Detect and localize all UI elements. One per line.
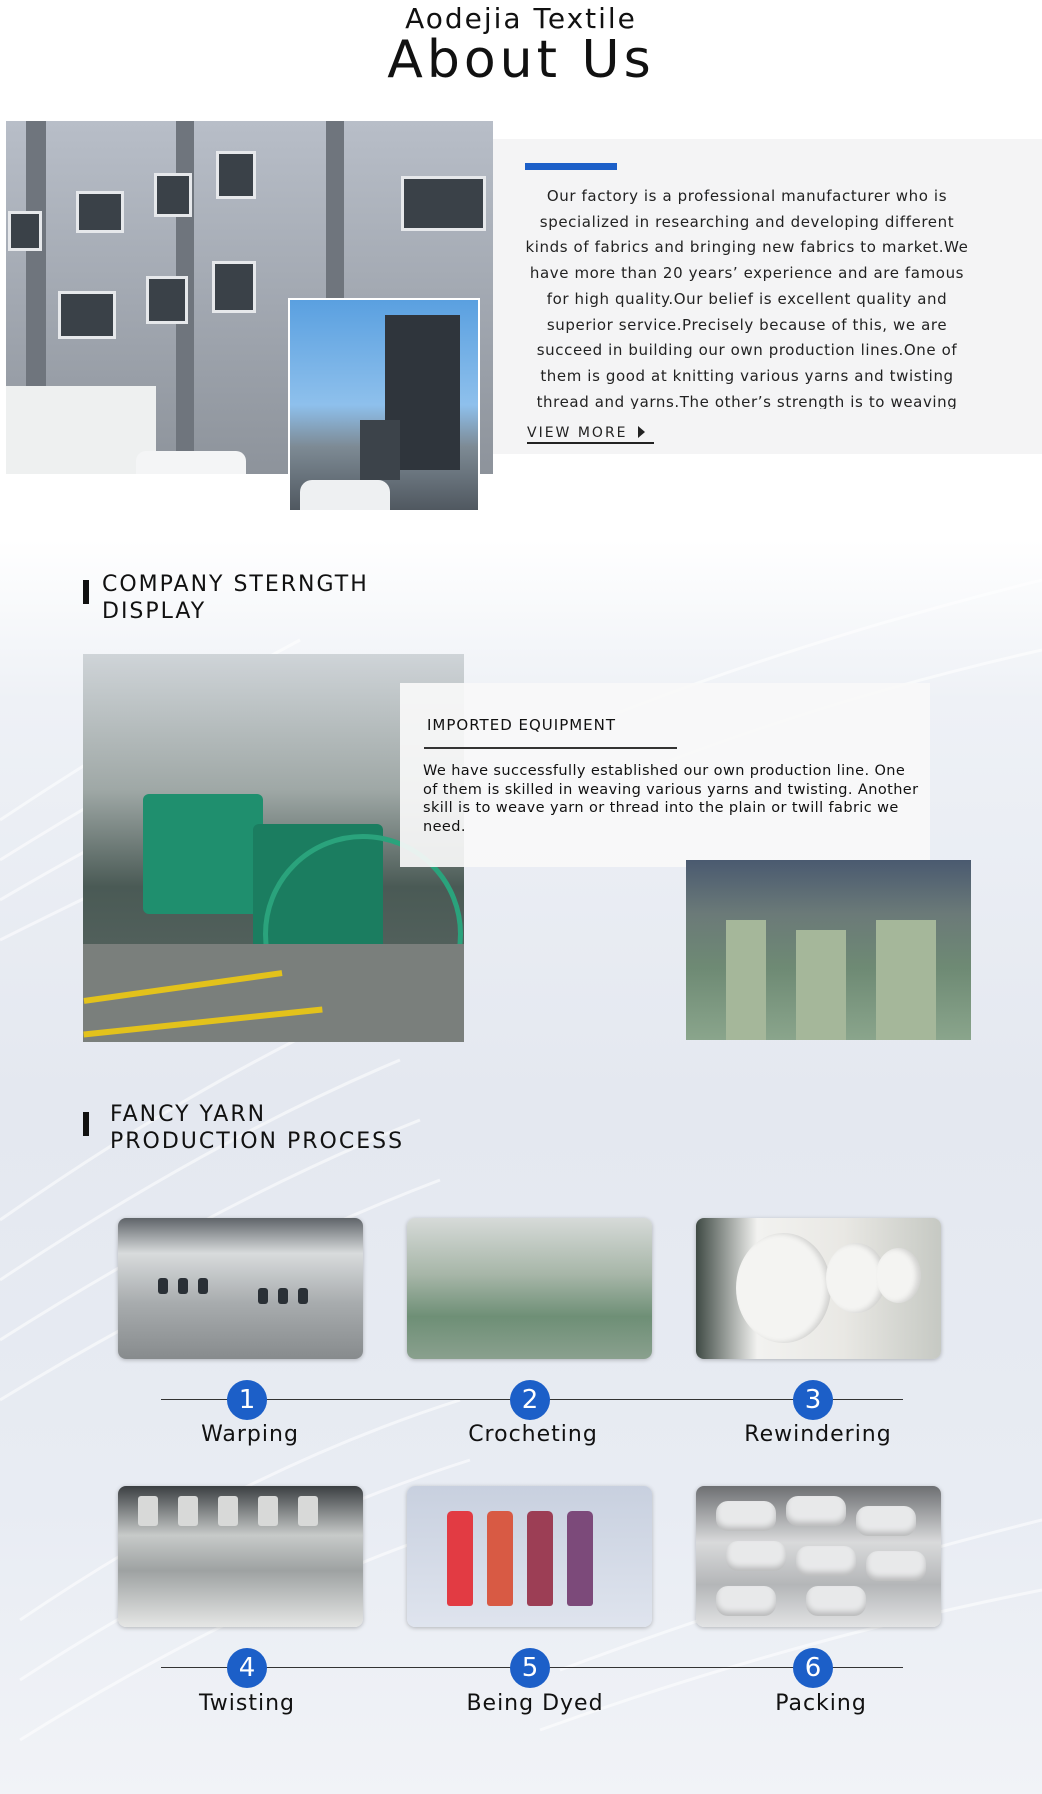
weaving-machines-photo (686, 860, 971, 1040)
view-more-label: VIEW MORE (527, 425, 628, 441)
dyed-yarn-photo (407, 1486, 652, 1627)
step-label: Packing (775, 1691, 867, 1716)
twisting-photo (118, 1486, 363, 1627)
section-marker (83, 580, 89, 604)
equipment-title: IMPORTED EQUIPMENT (427, 716, 617, 734)
step-number-badge: 5 (510, 1648, 550, 1688)
equipment-divider (424, 747, 677, 749)
step-label: Twisting (198, 1691, 295, 1716)
building-inset-photo (288, 298, 480, 512)
strength-title-line2: DISPLAY (102, 599, 207, 624)
step-label: Rewindering (744, 1422, 892, 1447)
step-number-badge: 6 (793, 1648, 833, 1688)
step-label: Crocheting (468, 1422, 598, 1447)
step-label: Warping (201, 1422, 299, 1447)
equipment-description: We have successfully established our own production line. One of them is skilled in weaving various yarns and twisting. Another skill is to weave yarn or thread into the plain or twill fabric we need. (423, 763, 919, 836)
step-label: Being Dyed (466, 1691, 604, 1716)
brand-name: Aodejia Textile (405, 2, 637, 35)
strength-title-line1: COMPANY STERNGTH (102, 572, 369, 597)
accent-bar (525, 163, 617, 170)
warping-photo (118, 1218, 363, 1359)
process-title-line1: FANCY YARN (110, 1102, 267, 1127)
section-marker (83, 1112, 89, 1136)
play-arrow-icon (638, 426, 645, 438)
about-description: Our factory is a professional manufacturer who is specialized in researching and developing different kinds of fabrics and bringing new fabrics to market.We have more than 20 years’ experience and are famous for high quality.Our belief is excellent quality and superior service.Precisely because of this, we are succeed in building our own production lines.One of them is good at knitting various yarns and twisting thread and yarns.The other’s strength is to weaving (525, 187, 969, 409)
step-number-badge: 1 (227, 1380, 267, 1420)
step-number-badge: 4 (227, 1648, 267, 1688)
rewindering-photo (696, 1218, 941, 1359)
page-title: About Us (387, 30, 655, 90)
step-number-badge: 2 (510, 1380, 550, 1420)
crocheting-photo (407, 1218, 652, 1359)
strength-section-title (102, 571, 369, 625)
process-section-title (110, 1101, 404, 1155)
packing-photo (696, 1486, 941, 1627)
process-title-line2: PRODUCTION PROCESS (110, 1129, 405, 1154)
view-more-link[interactable] (527, 425, 654, 444)
step-number-badge: 3 (793, 1380, 833, 1420)
